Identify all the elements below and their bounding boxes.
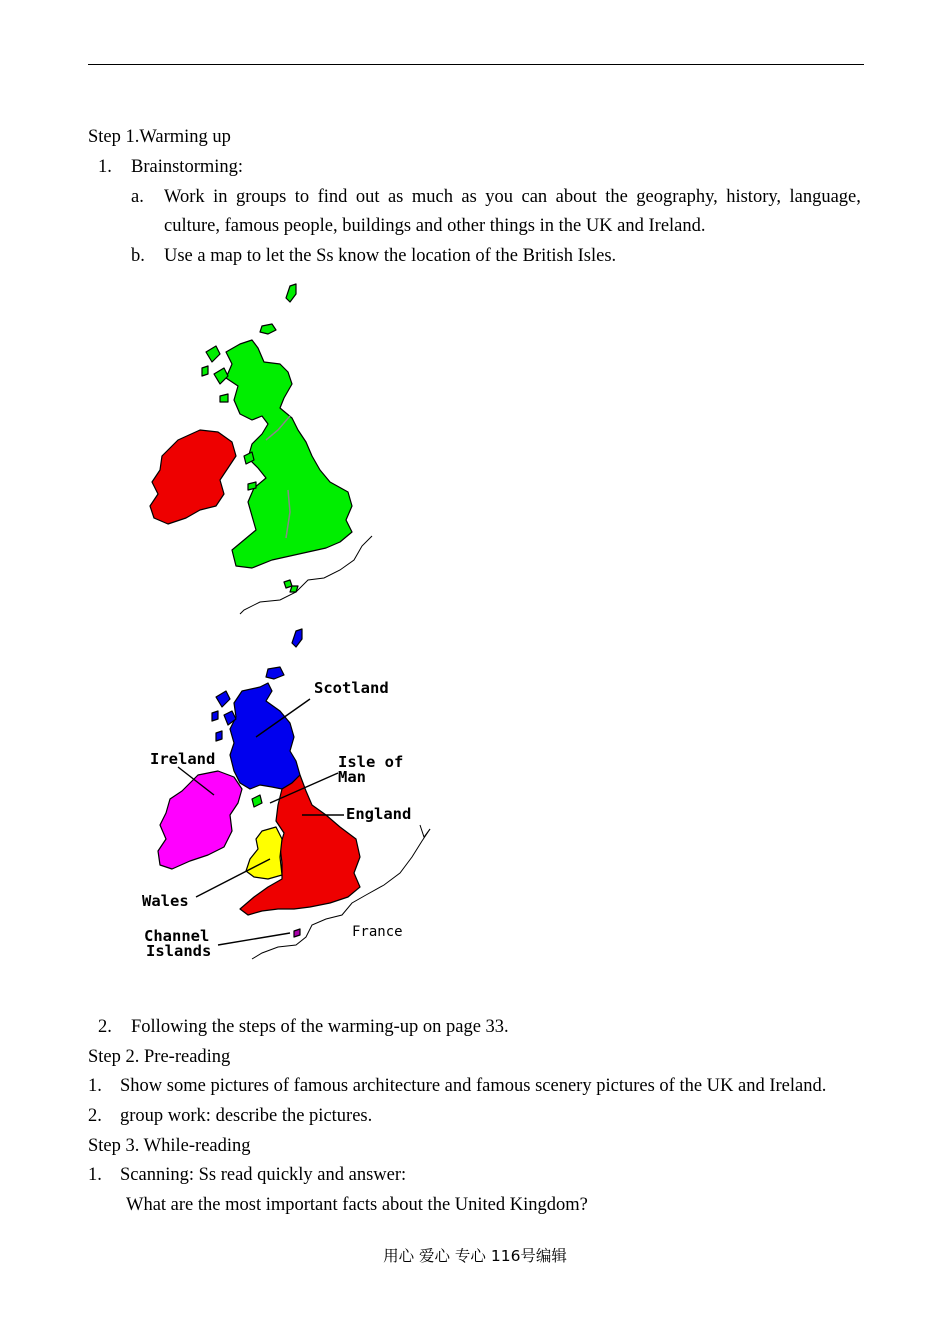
sub-a-line1 (164, 186, 861, 208)
ireland-region (158, 771, 242, 869)
item-number: 2. (98, 1017, 112, 1037)
item-number: 2. (88, 1106, 102, 1126)
sub-a-word: out (355, 187, 380, 207)
sub-a-word: language, (789, 187, 861, 207)
item-number: 1. (98, 157, 112, 177)
brainstorming-text: Brainstorming: (131, 157, 244, 177)
hebrides-island-4 (216, 731, 222, 741)
shetland-island (292, 629, 302, 647)
hebrides-island-3 (212, 711, 218, 721)
label-england: England (346, 805, 412, 823)
sub-a-word: history, (726, 187, 782, 207)
sub-a-word: find (317, 187, 348, 207)
label-isle-line2: Man (338, 768, 366, 786)
shetland-island (286, 284, 296, 302)
france-coastline-2 (420, 825, 430, 837)
label-channel-line1: Channel (144, 927, 210, 945)
hebrides-island-3 (202, 366, 208, 376)
orkney-island (266, 667, 284, 679)
pre-reading-item-2: group work: describe the pictures. (120, 1106, 373, 1126)
sub-letter-a: a. (131, 187, 144, 207)
isle-of-man (252, 795, 262, 807)
label-scotland: Scotland (314, 679, 389, 697)
label-isle-line1: Isle of (338, 753, 404, 771)
sub-a-word: much (411, 187, 453, 207)
label-wales: Wales (142, 892, 189, 910)
label-ireland: Ireland (150, 750, 216, 768)
sub-a-word: can (521, 187, 548, 207)
scilly-1 (284, 580, 292, 588)
pre-reading-item-1: Show some pictures of famous architecture and famous scenery pictures of the UK and Ireland. (120, 1076, 827, 1096)
anglesey-1 (248, 482, 256, 490)
ireland-region (150, 430, 236, 524)
british-isles-map-1 (140, 280, 390, 620)
sub-a-word: as (461, 187, 477, 207)
scanning-text: Scanning: Ss read quickly and answer: (120, 1165, 407, 1185)
step3-heading: Step 3. While-reading (88, 1136, 251, 1156)
sub-a-line2: culture, famous people, buildings and other things in the UK and Ireland. (164, 216, 706, 236)
orkney-island (260, 324, 276, 334)
following-steps-text: Following the steps of the warming-up on page 33. (131, 1017, 509, 1037)
british-isles-map-2 (130, 625, 440, 970)
header-rule (88, 64, 864, 65)
sub-letter-b: b. (131, 246, 145, 266)
step1-heading: Step 1.Warming up (88, 127, 231, 147)
channel-leader (218, 933, 290, 945)
sub-a-word: groups (235, 187, 287, 207)
sub-a-word: you (485, 187, 514, 207)
label-france: France (352, 924, 403, 940)
step2-heading: Step 2. Pre-reading (88, 1047, 231, 1067)
page-footer: 用心 爱心 专心 116号编辑 (383, 1247, 567, 1265)
sub-a-word: geography, (636, 187, 718, 207)
sub-a-word: as (387, 187, 404, 207)
scotland-region (230, 683, 300, 789)
scanning-question: What are the most important facts about the United Kingdom? (126, 1195, 588, 1215)
sub-a-word: Work (164, 187, 205, 207)
hebrides-island (206, 346, 220, 362)
inner-island (220, 394, 228, 402)
sub-a-word: about (555, 187, 597, 207)
wales-region (246, 827, 282, 879)
item-number: 1. (88, 1165, 102, 1185)
hebrides-island-2 (214, 368, 228, 384)
channel-island-1 (294, 929, 300, 937)
sub-a-word: to (294, 187, 310, 207)
sub-b-text: Use a map to let the Ss know the location of the British Isles. (164, 246, 617, 266)
sub-a-word: in (213, 187, 228, 207)
hebrides-island (216, 691, 230, 707)
sub-a-word: the (605, 187, 628, 207)
label-channel-line2: Islands (146, 942, 212, 960)
item-number: 1. (88, 1076, 102, 1096)
great-britain-region (226, 340, 352, 568)
